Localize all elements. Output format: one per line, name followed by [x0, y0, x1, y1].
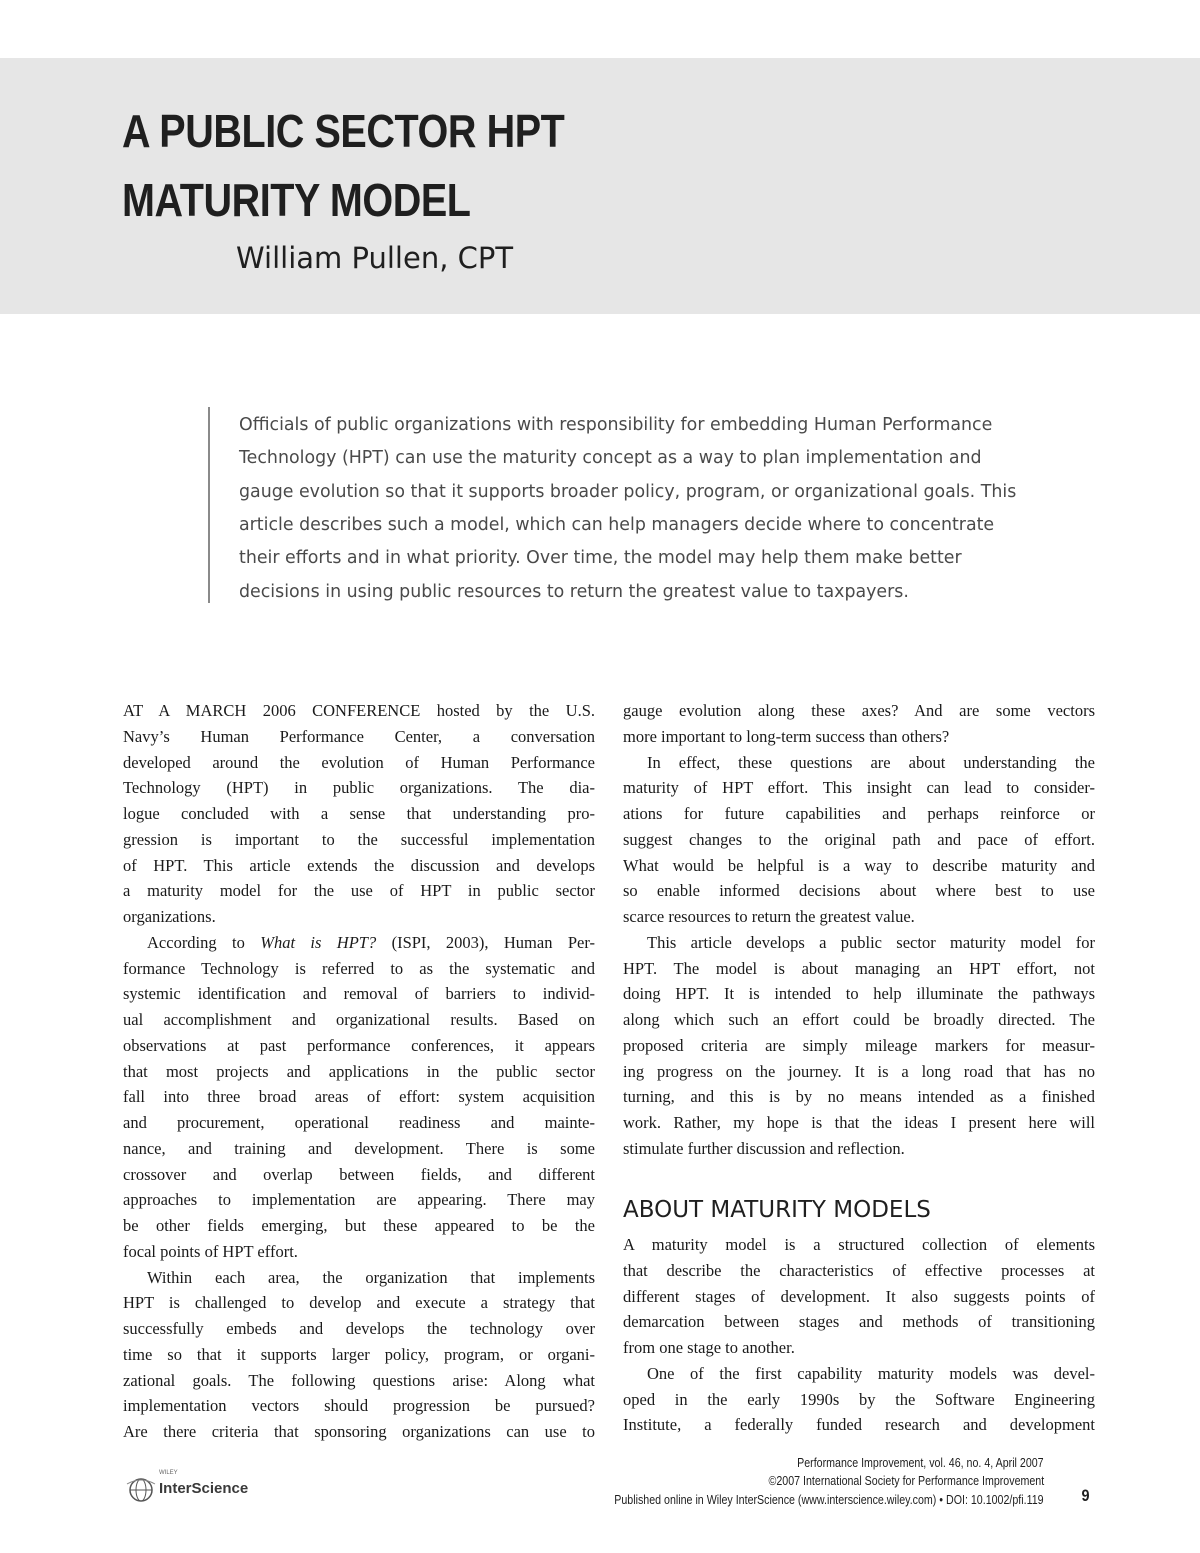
text-line: maturity of HPT effort. This insight can lead to consider-	[623, 778, 1095, 798]
text-line: that describe the characteristics of effective processes at	[623, 1260, 1095, 1280]
footer-copyright-line: ©2007 International Society for Performance Improvement	[768, 1473, 1044, 1488]
wiley-interscience-logo	[125, 1470, 265, 1508]
text-line: Institute, a federally funded research and development	[623, 1415, 1095, 1435]
text-line: One of the first capability maturity models was devel-	[647, 1363, 1095, 1383]
text-line: be other fields emerging, but these appeared to be the	[123, 1216, 595, 1235]
text-line: time so that it supports larger policy, program, or organi-	[123, 1344, 595, 1364]
text-line: suggest changes to the original path and pace of effort.	[623, 829, 1095, 849]
article-title-line-1: A PUBLIC SECTOR HPT	[122, 105, 565, 157]
text-line: This article develops a public sector maturity model for	[647, 932, 1095, 952]
cited-title: What is HPT?	[260, 932, 377, 952]
text-line: approaches to implementation are appearing. There may	[123, 1190, 595, 1210]
text-line: stimulate further discussion and reflection.	[623, 1138, 905, 1158]
text-line: Are there criteria that sponsoring organizations can use to	[123, 1422, 595, 1441]
text-line: developed around the evolution of Human Performance	[123, 752, 595, 772]
abstract-line: gauge evolution so that it supports broader policy, program, or organizational goals. This	[239, 482, 1017, 502]
page-number: 9	[1081, 1486, 1090, 1505]
text-line: of HPT. This article extends the discussion and develops	[123, 855, 595, 875]
text-line: HPT. The model is about managing an HPT effort, not	[623, 958, 1095, 978]
text-line: successfully embeds and develops the technology over	[123, 1319, 595, 1338]
text-line: oped in the early 1990s by the Software Engineering	[623, 1389, 1095, 1409]
globe-icon	[125, 1474, 159, 1508]
text-line: gauge evolution along these axes? And are some vectors	[623, 701, 1095, 720]
text-line: logue concluded with a sense that understanding pro-	[123, 804, 595, 823]
abstract-line: decisions in using public resources to return the greatest value to taxpayers.	[239, 582, 909, 602]
text-line: Technology (HPT) in public organizations. The dia-	[123, 778, 595, 798]
text-line: AT A MARCH 2006 CONFERENCE hosted by the U.S.	[123, 701, 595, 720]
text-line: formance Technology is referred to as the systematic and	[123, 958, 595, 978]
text-line: so enable informed decisions about where best to use	[623, 881, 1095, 901]
author-byline: William Pullen, CPT	[236, 241, 514, 275]
text-line: from one stage to another.	[623, 1338, 795, 1357]
text-line: different stages of development. It also suggests points of	[623, 1286, 1095, 1306]
text-line: that most projects and applications in the public sector	[123, 1061, 595, 1081]
text-line: A maturity model is a structured collection of elements	[623, 1235, 1095, 1254]
text-line: implementation vectors should progression be pursued?	[123, 1396, 595, 1416]
text-line: ual accomplishment and organizational results. Based on	[123, 1010, 595, 1029]
text-line: doing HPT. It is intended to help illuminate the pathways	[623, 984, 1095, 1004]
text-line: more important to long-term success than others?	[623, 726, 950, 746]
text-line: gression is important to the successful implementation	[123, 829, 595, 849]
text-line: Navy’s Human Performance Center, a conversation	[123, 726, 595, 746]
text-line: Within each area, the organization that implements	[147, 1267, 595, 1287]
text-line: a maturity model for the use of HPT in public sector	[123, 881, 595, 901]
text-line: along which such an effort could be broadly directed. The	[623, 1010, 1095, 1029]
text-line: In effect, these questions are about understanding the	[647, 752, 1095, 772]
text-line: HPT is challenged to develop and execute a strategy that	[123, 1293, 595, 1313]
abstract-line: their efforts and in what priority. Over time, the model may help them make better	[239, 548, 962, 568]
abstract-line: Technology (HPT) can use the maturity concept as a way to plan implementation and	[239, 448, 982, 468]
footer-doi-line: Published online in Wiley InterScience (www.interscience.wiley.com) • DOI: 10.1002/pfi.119	[614, 1492, 1044, 1507]
text-line: fall into three broad areas of effort: system acquisition	[123, 1087, 595, 1107]
text-line: and procurement, operational readiness and mainte-	[123, 1113, 595, 1132]
text-line: turning, and this is by no means intended as a finished	[623, 1087, 1095, 1107]
text-line: work. Rather, my hope is that the ideas I present here will	[623, 1113, 1095, 1132]
text-line: observations at past performance conferences, it appears	[123, 1035, 595, 1055]
text-line: scarce resources to return the greatest value.	[623, 907, 915, 926]
text-line: nance, and training and development. There is some	[123, 1138, 595, 1158]
text-line: zational goals. The following questions arise: Along what	[123, 1370, 595, 1390]
section-heading: ABOUT MATURITY MODELS	[623, 1197, 931, 1223]
text-line: crossover and overlap between fields, and different	[123, 1164, 595, 1184]
footer-journal-line: Performance Improvement, vol. 46, no. 4, April 2007	[797, 1455, 1044, 1470]
text-line: proposed criteria are simply mileage markers for measur-	[623, 1035, 1095, 1055]
text-line: demarcation between stages and methods of transitioning	[623, 1312, 1095, 1332]
abstract-block	[208, 407, 1060, 603]
text-line: ations for future capabilities and perhaps reinforce or	[623, 804, 1095, 823]
abstract-line: article describes such a model, which can help managers decide where to concentrate	[239, 515, 995, 535]
text-line: focal points of HPT effort.	[123, 1241, 298, 1261]
abstract-line: Officials of public organizations with responsibility for embedding Human Performance	[239, 415, 993, 435]
text-line: According to What is HPT? (ISPI, 2003), Human Per-	[147, 932, 595, 952]
text-line: organizations.	[123, 907, 216, 926]
text-line: ing progress on the journey. It is a long road that has no	[623, 1061, 1095, 1081]
logo-text: InterScience	[159, 1480, 249, 1497]
article-title-line-2: MATURITY MODEL	[122, 174, 471, 226]
logo-small-text: WILEY	[159, 1470, 178, 1476]
text-line: systemic identification and removal of barriers to individ-	[123, 984, 595, 1004]
text-line: What would be helpful is a way to describe maturity and	[623, 855, 1095, 875]
